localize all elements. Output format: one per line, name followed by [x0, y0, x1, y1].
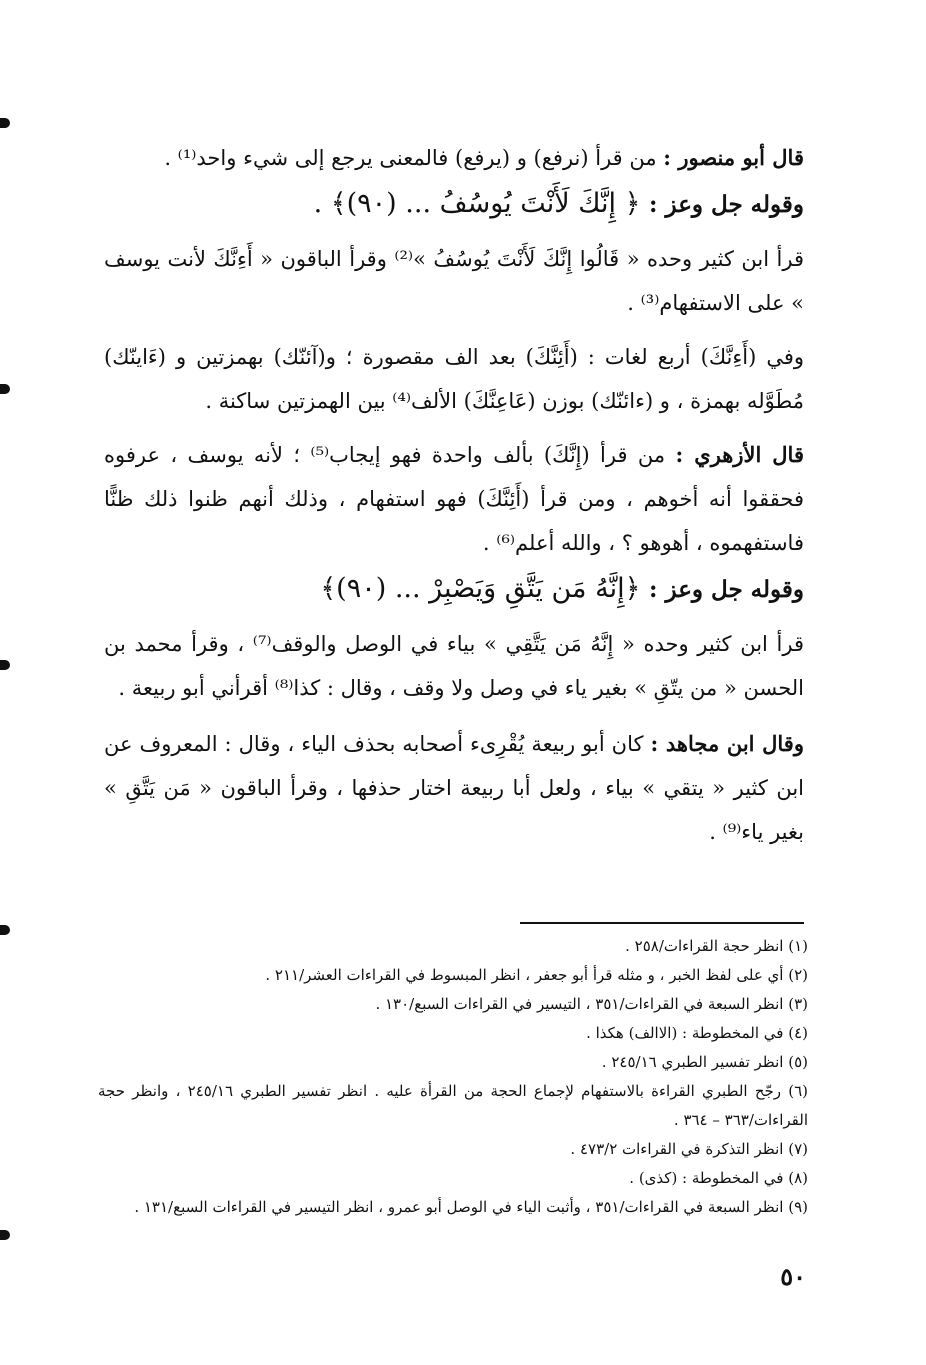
paragraph-3	[104, 237, 804, 325]
margin-mark	[0, 1230, 10, 1240]
paragraph-text: من قرأ (إِنَّكَ) بألف واحدة فهو إيجاب⁽⁵⁾ ؛ لأنه يوسف ، عرفوه فحققوا أنه أخوهم ، ومن قرأ (أَئِنَّكَ) فهو استفهام ، وذلك أنهم ظنوا ذلك ظنًّا فاستفهموه ، أهوهو ؟ ، والله أعلم⁽⁶⁾ .	[104, 443, 804, 555]
paragraph-lead: وقوله جل وعز :	[649, 576, 804, 603]
margin-mark	[0, 118, 10, 128]
paragraph-text: قرأ ابن كثير وحده « قَالُوا إِنَّكَ لَأَنْتَ يُوسُفُ »⁽²⁾ وقرأ الباقون « أَءِنَّكَ لأنت يوسف » على الاستفهام⁽³⁾ .	[104, 247, 804, 315]
paragraph-5	[104, 433, 804, 565]
footnote-4: (٤) في المخطوطة : (الاالف) هكذا .	[586, 1024, 808, 1042]
quran-verse: ﴿إِنَّهُ مَن يَتَّقِ وَيَصْبِرْ ... (٩٠)﴾	[320, 573, 649, 604]
verse-heading-2	[104, 565, 804, 614]
footnote-1: (١) انظر حجة القراءات/٢٥٨ .	[625, 937, 808, 955]
footnote-3: (٣) انظر السبعة في القراءات/٣٥١ ، التيسير في القراءات السبع/١٣٠ .	[375, 995, 808, 1013]
paragraph-1	[104, 136, 804, 180]
paragraph-text: من قرأ (نرفع) و (يرفع) فالمعنى يرجع إلى شيء واحد⁽¹⁾ .	[164, 146, 664, 170]
paragraph-lead: وقوله جل وعز :	[649, 191, 804, 218]
verse-heading-1	[104, 180, 804, 229]
footnote-divider	[520, 922, 804, 924]
paragraph-text: كان أبو ربيعة يُقْرِىء أصحابه بحذف الياء ، وقال : المعروف عن ابن كثير « يتقي » بياء ، ولعل أبا ربيعة اختار حذفها ، وقرأ الباقون « مَن يَتَّقِ » بغير ياء⁽⁹⁾ .	[104, 732, 804, 844]
footnotes	[98, 932, 808, 1222]
main-text	[104, 136, 804, 854]
paragraph-lead: وقال ابن مجاهد :	[650, 731, 804, 756]
quran-verse: ﴿ إِنَّكَ لَأَنْتَ يُوسُفُ ... (٩٠)﴾ .	[313, 188, 649, 219]
footnote-9: (٩) انظر السبعة في القراءات/٣٥١ ، وأثبت الياء في الوصل أبو عمرو ، انظر التيسير في القراءات السبع/١٣١ .	[134, 1198, 808, 1216]
paragraph-4	[104, 335, 804, 423]
margin-mark	[0, 925, 10, 935]
paragraph-lead: قال أبو منصور :	[663, 145, 804, 170]
paragraph-text: وفي (أَءِنَّكَ) أربع لغات : (أَئِنَّكَ) بعد الف مقصورة ؛ و(آئنّك) بهمزتين و (ءَاينّك) مُطَوَّله بهمزة ، و (ءائنّك) بوزن (عَاعِنَّكَ) الألف⁽⁴⁾ بين الهمزتين ساكنة .	[104, 345, 804, 413]
footnote-6: (٦) رجّح الطبري القراءة بالاستفهام لإجماع الحجة من القرأة عليه . انظر تفسير الطبري ٢٤٥/١٦ ، وانظر حجة القراءات/٣٦٣ – ٣٦٤ .	[98, 1082, 809, 1129]
footnote-8: (٨) في المخطوطة : (كذى) .	[629, 1169, 808, 1187]
margin-mark	[0, 660, 10, 670]
page-number: ٥٠	[780, 1262, 806, 1291]
margin-mark	[0, 384, 10, 394]
paragraph-text: قرأ ابن كثير وحده « إِنَّهُ مَن يَتَّقِي » بياء في الوصل والوقف⁽⁷⁾ ، وقرأ محمد بن الحسن « من يتّقِ » بغير ياء في وصل ولا وقف ، وقال : كذا⁽⁸⁾ أقرأني أبو ربيعة .	[104, 632, 804, 700]
footnote-2: (٢) أي على لفظ الخبر ، و مثله قرأ أبو جعفر ، انظر المبسوط في القراءات العشر/٢١١ .	[265, 966, 808, 984]
paragraph-8	[104, 722, 804, 854]
footnote-7: (٧) انظر التذكرة في القراءات ٤٧٣/٢ .	[570, 1140, 808, 1158]
paragraph-lead: قال الأزهري :	[675, 442, 804, 467]
paragraph-7	[104, 622, 804, 710]
footnote-5: (٥) انظر تفسير الطبري ٢٤٥/١٦ .	[601, 1053, 808, 1071]
